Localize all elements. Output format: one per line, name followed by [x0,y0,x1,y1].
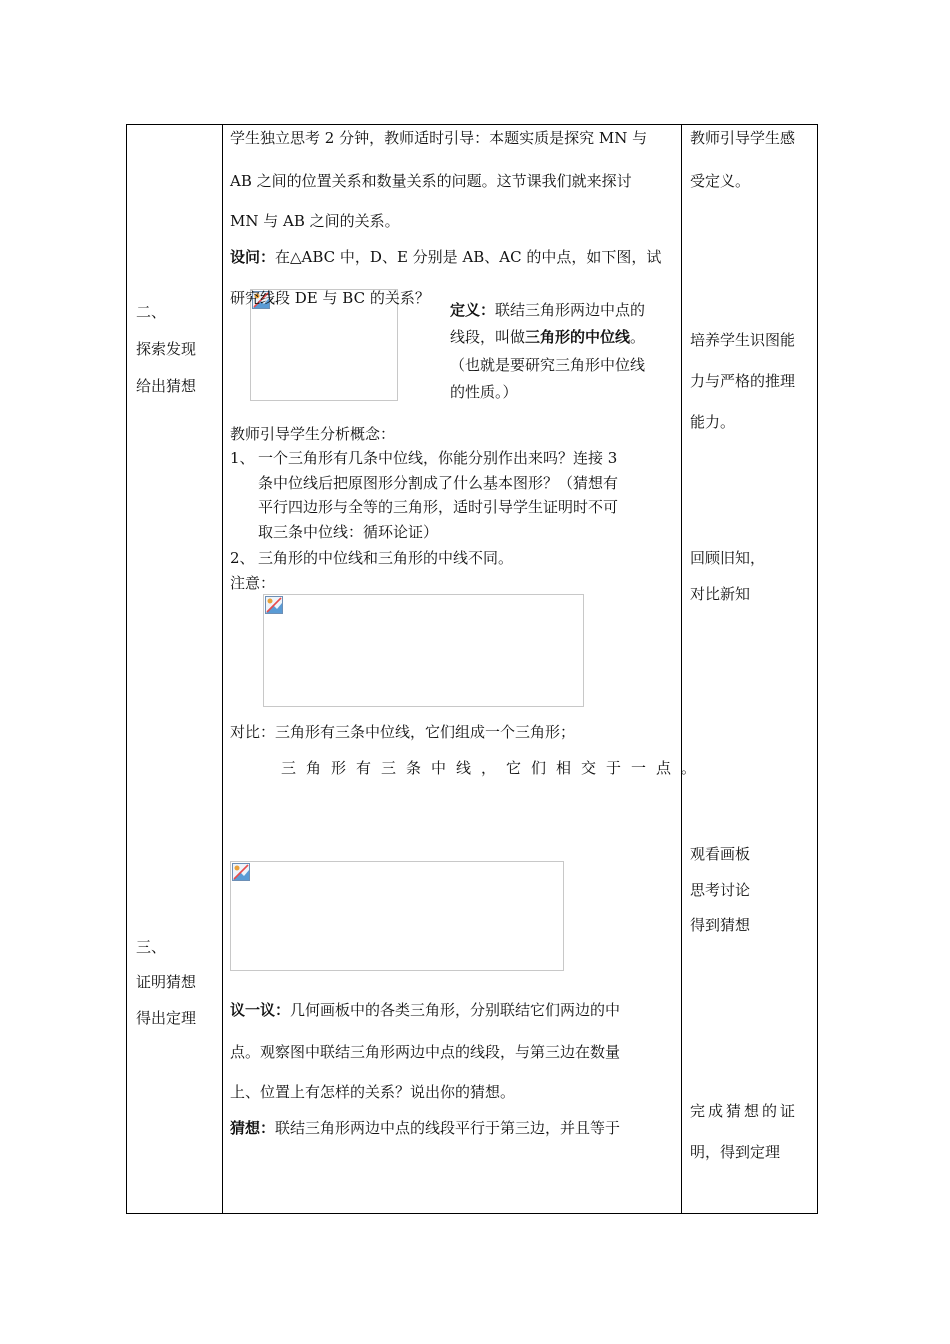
guess-line [230,1118,620,1138]
item2-text: 三角形的中位线和三角形的中线不同。 [258,549,514,567]
note2-line2: 力与严格的推理 [690,372,796,390]
note1-line1: 教师引导学生感 [690,129,796,147]
broken-image-icon [232,863,250,881]
question-line2: 研究线段 DE 与 BC 的关系？ [230,289,430,307]
item1-line3: 平行四边形与全等的三角形，适时引导学生证明时不可 [258,498,619,516]
definition-line2 [450,327,645,347]
figure-median-vs-midline [263,594,584,707]
discuss-text1: 几何画板中的各类三角形，分别联结它们两边的中 [290,1001,621,1019]
compare-line2: 三角形有三条中线，它们相交于一点。 [281,759,707,777]
item1-line1: 一个三角形有几条中位线，你能分别作出来吗？连接 3 [258,449,618,467]
discuss-label: 议一议： [230,1001,291,1019]
note4-line3: 得到猜想 [690,916,751,934]
note2-line3: 能力。 [690,413,736,431]
definition-text2a: 线段，叫做 [450,328,526,346]
guess-text: 联结三角形两边中点的线段平行于第三边，并且等于 [275,1119,621,1137]
section3-title-line2: 得出定理 [136,1009,197,1027]
definition-note1: （也就是要研究三角形中位线 [450,356,646,374]
note5-line1: 完成猜想的证 [690,1102,799,1120]
question-text1: 在△ABC 中，D、E 分别是 AB、AC 的中点，如下图，试 [275,248,662,266]
note4-line2: 思考讨论 [690,881,751,899]
discuss-line2: 点。观察图中联结三角形两边中点的线段，与第三边在数量 [230,1043,621,1061]
item1-line4: 取三条中位线：循环论证） [258,523,439,541]
section3-number: 三、 [136,938,167,956]
item1-line2: 条中位线后把原图形分割成了什么基本图形？（猜想有 [258,474,619,492]
note-label: 注意： [230,574,276,592]
intro-line1: 学生独立思考 2 分钟，教师适时引导：本题实质是探究 MN 与 [230,129,648,147]
section3-title-line1: 证明猜想 [136,973,197,991]
definition-text2b: 。 [630,328,646,346]
definition-line1 [450,300,645,320]
broken-image-icon [265,596,283,614]
analysis-intro: 教师引导学生分析概念： [230,425,396,443]
definition-note2: 的性质。） [450,383,518,401]
question-line1 [230,247,661,267]
question-label: 设问： [230,248,276,266]
column-divider-right [681,125,682,1213]
column-divider-left [222,125,223,1213]
guess-label: 猜想： [230,1119,276,1137]
definition-term: 三角形的中位线 [525,328,631,346]
discuss-line3: 上、位置上有怎样的关系？说出你的猜想。 [230,1083,516,1101]
intro-line3: MN 与 AB 之间的关系。 [230,212,400,230]
item2-number: 2、 [230,549,255,567]
section2-title-line2: 给出猜想 [136,377,197,395]
figure-geometry-sketchpad [230,861,564,971]
compare-line1: 对比：三角形有三条中位线，它们组成一个三角形； [230,723,576,741]
definition-label: 定义： [450,301,496,319]
definition-text1: 联结三角形两边中点的 [495,301,646,319]
section2-number: 二、 [136,303,167,321]
note5-line2: 明，得到定理 [690,1143,781,1161]
note3-line2: 对比新知 [690,585,751,603]
note2-line1: 培养学生识图能 [690,331,796,349]
item1-number: 1、 [230,449,255,467]
note3-line1: 回顾旧知， [690,549,766,567]
discuss-line1 [230,1000,620,1020]
note1-line2: 受定义。 [690,172,751,190]
note4-line1: 观看画板 [690,845,751,863]
section2-title-line1: 探索发现 [136,340,197,358]
intro-line2: AB 之间的位置关系和数量关系的问题。这节课我们就来探讨 [230,172,632,190]
